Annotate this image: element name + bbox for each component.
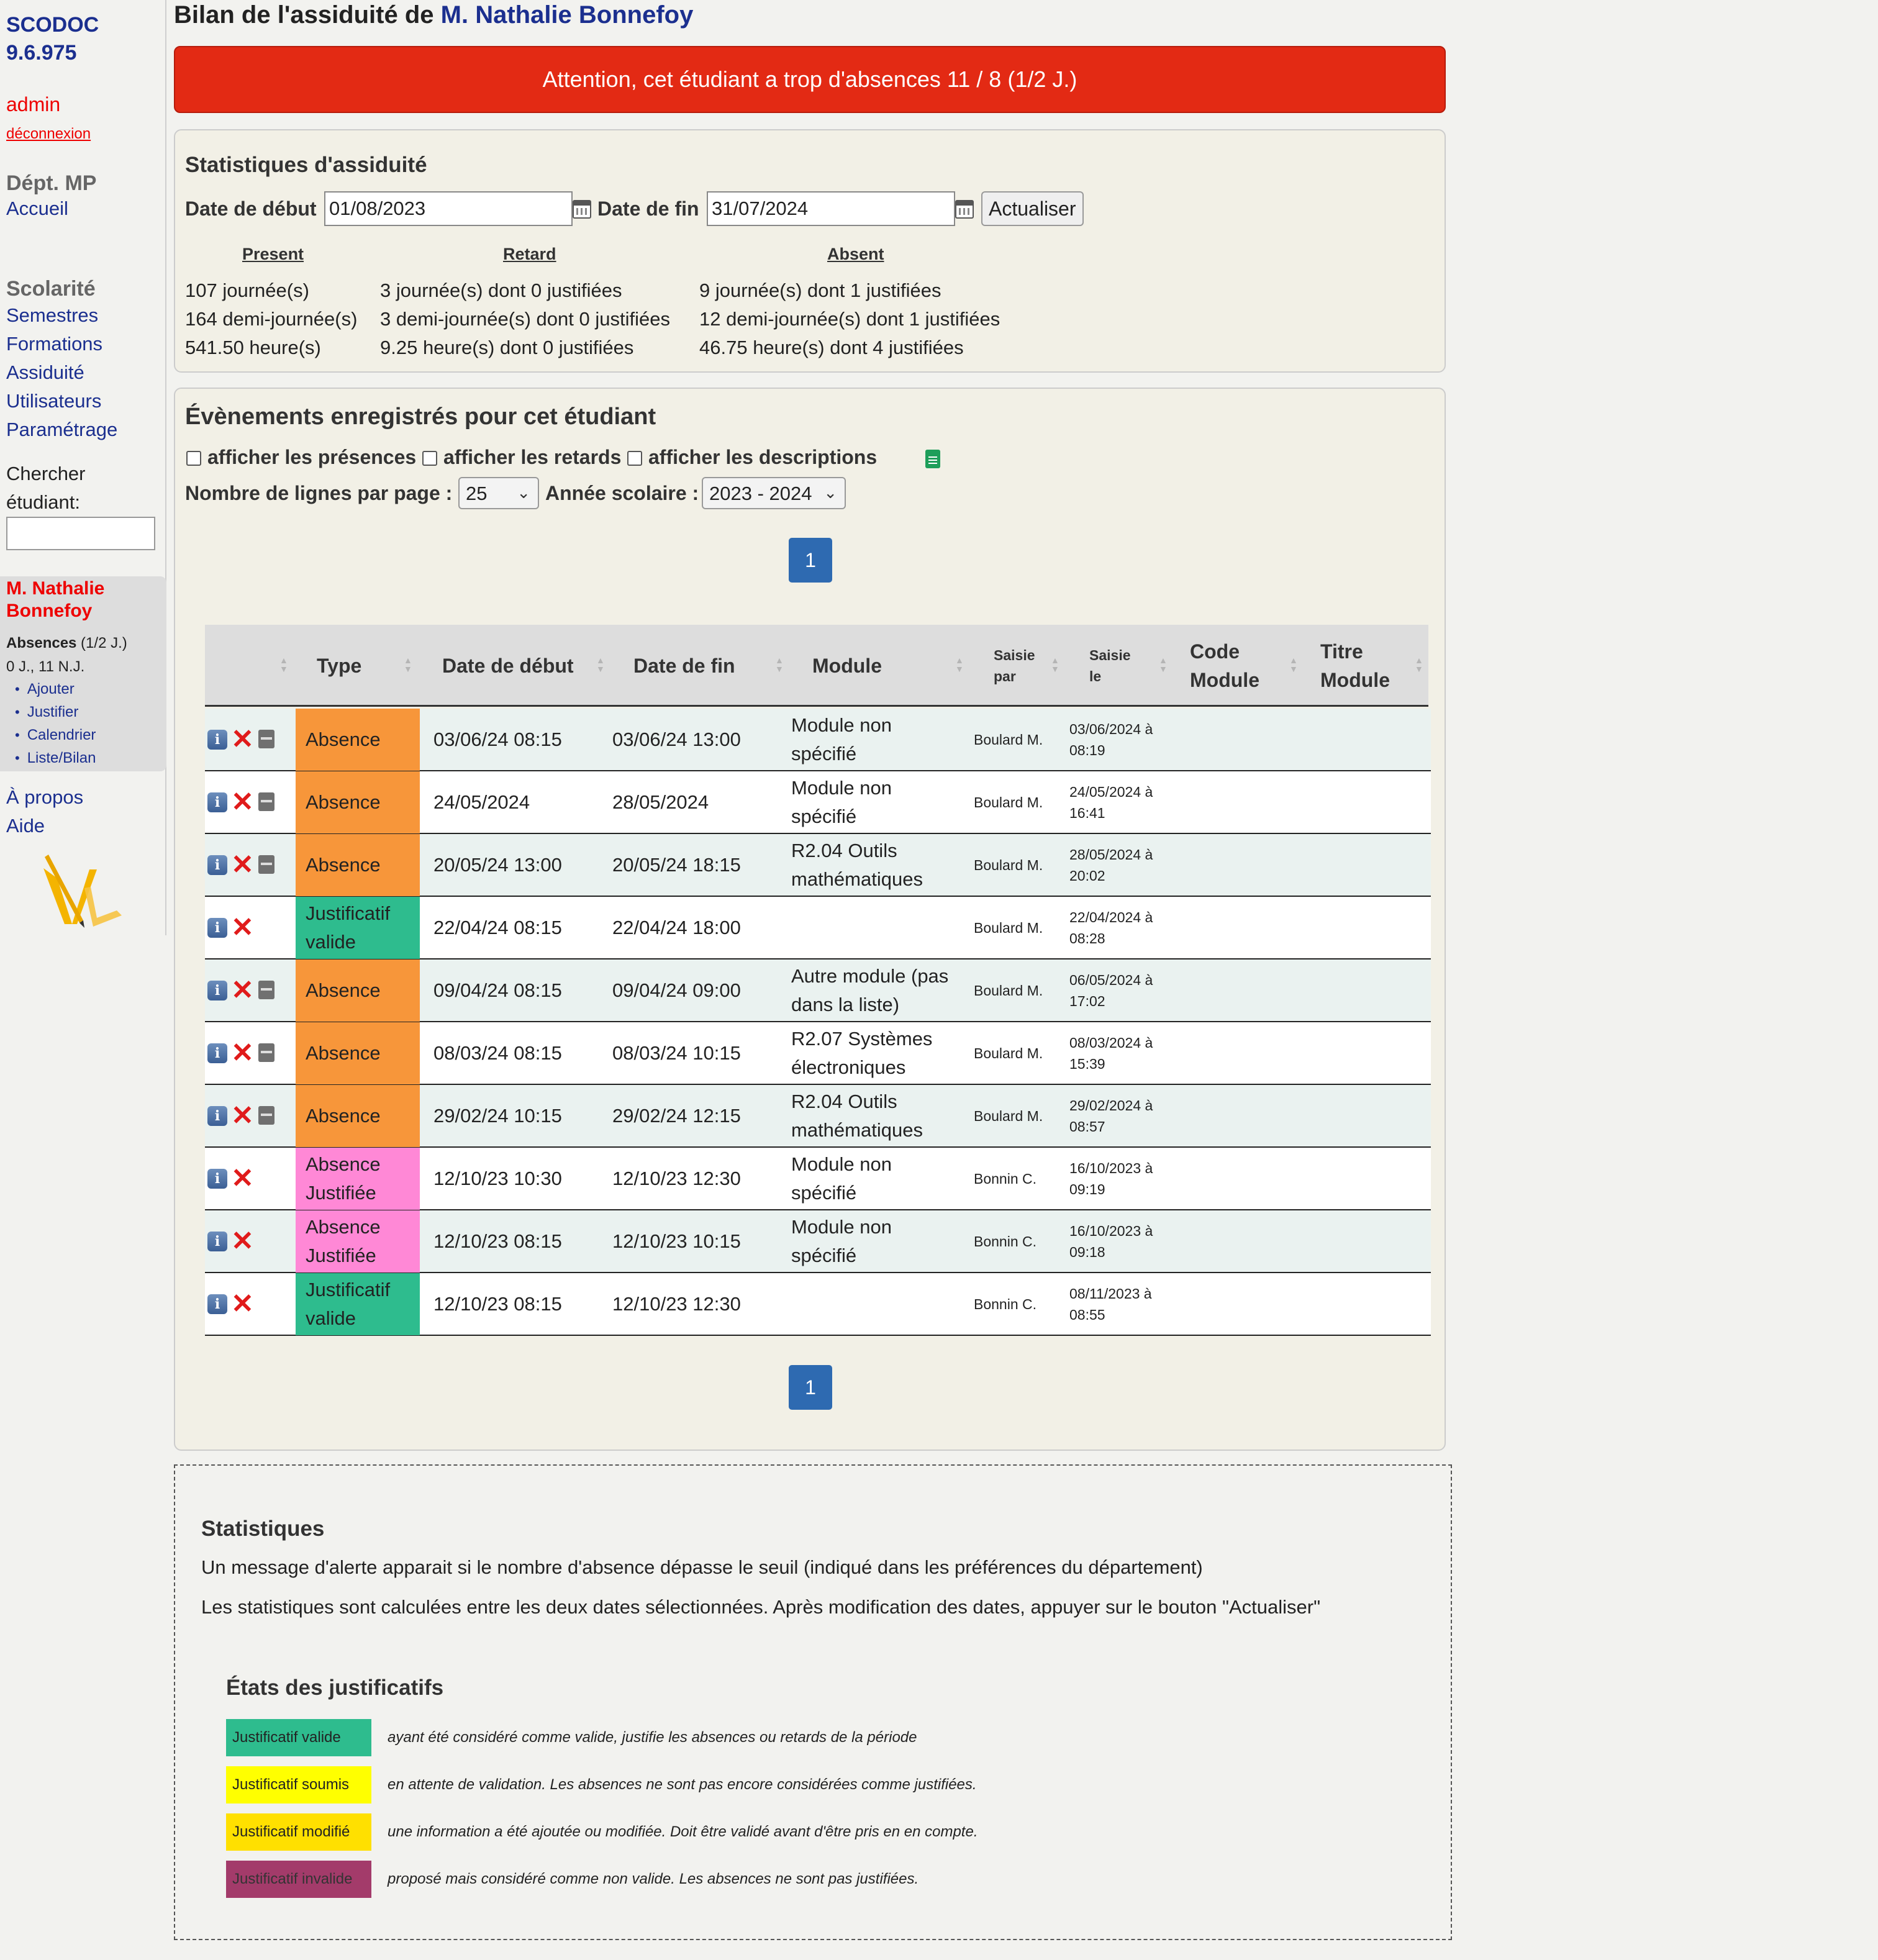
stat-retard-halfdays: 3 demi-journée(s) dont 0 justifiées: [380, 308, 670, 330]
cell-start: 09/04/24 08:15: [433, 979, 562, 1001]
school-year-select[interactable]: [702, 477, 846, 509]
archive-icon[interactable]: [258, 981, 274, 999]
cell-saisie-par: Boulard M.: [974, 731, 1043, 748]
col-saisie-par[interactable]: [994, 625, 1035, 707]
table-row: [205, 960, 1431, 1022]
show-retards-checkbox[interactable]: [422, 451, 437, 466]
page-title-prefix: Bilan de l'assiduité de: [174, 1, 441, 29]
cell-saisie-le: [1069, 1273, 1152, 1335]
cell-type: [296, 771, 420, 833]
cell-type-text: Justificatif: [306, 902, 391, 924]
legend-title: États des justificatifs: [226, 1676, 444, 1700]
scodoc-logo: [40, 851, 127, 938]
legend-desc-valide: ayant été considéré comme valide, justifie les absences ou retards de la période: [388, 1729, 917, 1746]
cell-end: 12/10/23 12:30: [612, 1168, 741, 1189]
show-descriptions-label: afficher les descriptions: [648, 446, 878, 468]
cell-saisie-le-2: 08:19: [1069, 742, 1105, 758]
spreadsheet-export-icon[interactable]: [925, 450, 940, 468]
info-icon[interactable]: i: [207, 1294, 227, 1314]
cell-module: [791, 1022, 978, 1084]
stat-present-hours: 541.50 heure(s): [185, 337, 321, 358]
cell-saisie-le-2: 08:55: [1069, 1307, 1105, 1323]
info-icon[interactable]: i: [207, 855, 227, 875]
stat-head-retard: Retard: [503, 245, 556, 263]
sort-icon[interactable]: ▲ ▼: [596, 655, 605, 674]
cell-module-2: dans la liste): [791, 994, 900, 1015]
col-titre-module[interactable]: [1320, 625, 1390, 707]
cell-module-2: mathématiques: [791, 868, 923, 890]
cell-saisie-le: [1069, 1022, 1153, 1084]
cell-type: [296, 709, 420, 771]
nav-home[interactable]: Accueil: [6, 197, 68, 219]
refresh-button[interactable]: Actualiser: [981, 191, 1084, 226]
delete-icon[interactable]: ✕: [231, 1226, 254, 1256]
start-date-label: Date de début: [185, 197, 317, 220]
app-name-link[interactable]: SCODOC: [6, 13, 99, 37]
cell-module-1: Module non: [791, 1153, 892, 1175]
cell-saisie-le: [1069, 1148, 1153, 1210]
cell-saisie-le-1: 08/03/2024 à: [1069, 1035, 1153, 1051]
delete-icon[interactable]: ✕: [231, 1100, 254, 1131]
student-name-link[interactable]: M. Nathalie Bonnefoy: [6, 578, 105, 621]
cell-saisie-le-1: 29/02/2024 à: [1069, 1097, 1153, 1114]
cell-saisie-par: Boulard M.: [974, 982, 1043, 999]
show-presences-checkbox[interactable]: [186, 451, 201, 466]
cell-saisie-par: Boulard M.: [974, 856, 1043, 873]
cell-saisie-le-2: 15:39: [1069, 1056, 1105, 1072]
col-saisie-par-2: par: [994, 668, 1016, 684]
dept-title: Dépt. MP: [6, 171, 97, 195]
delete-icon[interactable]: ✕: [231, 850, 254, 880]
student-search-input[interactable]: [6, 517, 155, 550]
cell-type: [296, 1273, 420, 1335]
info-icon[interactable]: i: [207, 1232, 227, 1251]
cell-saisie-le-1: 16/10/2023 à: [1069, 1160, 1153, 1176]
start-date-input[interactable]: [324, 191, 573, 226]
nav-assiduite[interactable]: Assiduité: [6, 361, 84, 383]
legend-desc-soumis: en attente de validation. Les absences ne sont pas encore considérées comme justifiées.: [388, 1776, 977, 1793]
archive-icon[interactable]: [258, 792, 274, 811]
archive-icon[interactable]: [258, 730, 274, 748]
cell-module: [791, 834, 978, 896]
cell-end: 20/05/24 18:15: [612, 854, 741, 876]
cell-start: 12/10/23 08:15: [433, 1230, 562, 1252]
cell-type-text: Absence: [306, 1153, 381, 1175]
cell-saisie-par: Bonnin C.: [974, 1170, 1037, 1187]
cell-saisie-par: Boulard M.: [974, 1045, 1043, 1061]
link-justifier[interactable]: • Justifier: [15, 704, 78, 721]
sort-icon[interactable]: ▲ ▼: [1159, 655, 1168, 674]
table-row: [205, 771, 1431, 834]
help-title: Statistiques: [201, 1517, 325, 1541]
cell-type-text: Absence: [306, 791, 381, 813]
rows-per-page-select[interactable]: [458, 477, 539, 509]
pagination-top-page[interactable]: 1: [789, 538, 832, 583]
col-start[interactable]: Date de début: [442, 654, 574, 677]
events-title: Évènements enregistrés pour cet étudiant: [185, 404, 656, 430]
table-row: [205, 1148, 1431, 1210]
cell-saisie-par: Boulard M.: [974, 794, 1043, 810]
cell-module-2: spécifié: [791, 1182, 857, 1204]
cell-start: 12/10/23 10:30: [433, 1168, 562, 1189]
cell-type: [296, 1210, 420, 1273]
show-descriptions-checkbox[interactable]: [627, 451, 642, 466]
cell-saisie-le-2: 09:19: [1069, 1181, 1105, 1197]
stat-absent-hours: 46.75 heure(s) dont 4 justifiées: [699, 337, 964, 358]
end-date-label: Date de fin: [597, 197, 699, 220]
page-title-student[interactable]: M. Nathalie Bonnefoy: [440, 1, 694, 29]
sort-icon[interactable]: ▲ ▼: [1289, 655, 1298, 674]
pagination-bottom-page[interactable]: 1: [789, 1365, 832, 1410]
legend-tag-valide: Justificatif valide: [226, 1719, 371, 1756]
info-icon[interactable]: i: [207, 730, 227, 750]
delete-icon[interactable]: ✕: [231, 1038, 254, 1068]
nav-help[interactable]: Aide: [6, 815, 45, 837]
stats-panel: [174, 129, 1446, 373]
legend-tag-soumis: Justificatif soumis: [226, 1766, 371, 1803]
info-icon[interactable]: i: [207, 918, 227, 938]
archive-icon[interactable]: [258, 1043, 274, 1062]
cell-module: [791, 1085, 978, 1147]
table-row: [205, 1022, 1431, 1085]
absences-unit: (1/2 J.): [76, 635, 127, 651]
start-calendar-icon[interactable]: [573, 200, 591, 219]
cell-type: [296, 1148, 420, 1210]
col-module[interactable]: Module: [812, 654, 882, 677]
nav-parametrage[interactable]: Paramétrage: [6, 419, 118, 440]
cell-start: 20/05/24 13:00: [433, 854, 562, 876]
col-saisie-le-2: le: [1089, 668, 1102, 684]
absences-label: Absences: [6, 635, 77, 651]
nav-utilisateurs[interactable]: Utilisateurs: [6, 390, 102, 412]
stat-present-days: 107 journée(s): [185, 279, 309, 301]
stat-retard-hours: 9.25 heure(s) dont 0 justifiées: [380, 337, 634, 358]
cell-module-1: Autre module (pas: [791, 965, 949, 987]
delete-icon[interactable]: ✕: [231, 912, 254, 943]
delete-icon[interactable]: ✕: [231, 1289, 254, 1319]
chevron-down-icon: ⌄: [517, 483, 530, 502]
legend-tag-modifie: Justificatif modifié: [226, 1813, 371, 1851]
cell-saisie-le-2: 09:18: [1069, 1244, 1105, 1260]
table-row: [205, 897, 1431, 960]
col-saisie-le-1: Saisie: [1089, 647, 1131, 663]
cell-start: 03/06/24 08:15: [433, 728, 562, 750]
show-retards-label: afficher les retards: [443, 446, 622, 468]
stat-present-halfdays: 164 demi-journée(s): [185, 308, 358, 330]
cell-type-text-2: Justifiée: [306, 1182, 376, 1204]
cell-module: [791, 771, 978, 833]
stats-title: Statistiques d'assiduité: [185, 153, 427, 177]
col-saisie-le[interactable]: [1089, 625, 1131, 707]
nav-semestres[interactable]: Semestres: [6, 304, 99, 326]
chevron-down-icon: ⌄: [823, 483, 837, 502]
cell-module: [791, 960, 978, 1022]
cell-saisie-le-1: 08/11/2023 à: [1069, 1286, 1152, 1302]
stat-retard-days: 3 journée(s) dont 0 justifiées: [380, 279, 622, 301]
col-code-module[interactable]: [1190, 625, 1259, 707]
table-row: [205, 834, 1431, 897]
cell-end: 09/04/24 09:00: [612, 979, 741, 1001]
table-row: [205, 1273, 1431, 1336]
cell-type-text-2: valide: [306, 1307, 356, 1329]
cell-end: 22/04/24 18:00: [612, 917, 741, 938]
cell-saisie-le: [1069, 709, 1153, 771]
cell-start: 08/03/24 08:15: [433, 1042, 562, 1064]
app-version-link[interactable]: 9.6.975: [6, 41, 77, 65]
link-ajouter[interactable]: • Ajouter: [15, 681, 75, 698]
col-end[interactable]: Date de fin: [633, 654, 735, 677]
link-liste-bilan[interactable]: • Liste/Bilan: [15, 750, 96, 767]
stat-absent-days: 9 journée(s) dont 1 justifiées: [699, 279, 941, 301]
cell-type-text-2: Justifiée: [306, 1245, 376, 1266]
cell-module-2: spécifié: [791, 1245, 857, 1266]
cell-saisie-le-1: 16/10/2023 à: [1069, 1223, 1153, 1239]
delete-icon[interactable]: ✕: [231, 724, 254, 755]
table-row: [205, 1085, 1431, 1148]
cell-end: 12/10/23 10:15: [612, 1230, 741, 1252]
user-link[interactable]: admin: [6, 93, 61, 116]
sort-icon[interactable]: ▲ ▼: [279, 655, 288, 674]
cell-saisie-le: [1069, 960, 1153, 1022]
cell-saisie-par: Boulard M.: [974, 919, 1043, 936]
archive-icon[interactable]: [258, 1106, 274, 1125]
cell-start: 24/05/2024: [433, 791, 530, 813]
school-year-label: Année scolaire :: [545, 482, 699, 504]
cell-type: [296, 834, 420, 896]
col-code-module-1: Code: [1190, 640, 1240, 663]
cell-start: 22/04/24 08:15: [433, 917, 562, 938]
absence-alert: Attention, cet étudiant a trop d'absences 11 / 8 (1/2 J.): [174, 46, 1446, 113]
absences-line: [6, 635, 127, 652]
table-row: [205, 709, 1431, 771]
cell-end: 29/02/24 12:15: [612, 1105, 741, 1127]
end-calendar-icon[interactable]: [955, 200, 974, 219]
school-year-value: 2023 - 2024: [709, 483, 812, 504]
absences-count: 0 J., 11 N.J.: [6, 658, 85, 675]
sort-icon[interactable]: ▲ ▼: [1415, 655, 1423, 674]
sort-icon[interactable]: ▲ ▼: [775, 655, 784, 674]
sidebar: [0, 0, 166, 935]
nav-about[interactable]: À propos: [6, 786, 84, 808]
table-row: [205, 1210, 1431, 1273]
nav-formations[interactable]: Formations: [6, 333, 103, 355]
cell-saisie-le-1: 06/05/2024 à: [1069, 972, 1153, 988]
cell-saisie-le: [1069, 1085, 1153, 1147]
cell-saisie-le-1: 22/04/2024 à: [1069, 909, 1153, 925]
delete-icon[interactable]: ✕: [231, 1163, 254, 1194]
cell-saisie-le-2: 08:57: [1069, 1118, 1105, 1135]
cell-start: 29/02/24 10:15: [433, 1105, 562, 1127]
cell-saisie-le: [1069, 771, 1153, 833]
cell-module: [791, 709, 978, 771]
cell-module-1: Module non: [791, 777, 892, 799]
sort-icon[interactable]: ▲ ▼: [955, 655, 964, 674]
cell-saisie-par: Bonnin C.: [974, 1233, 1037, 1250]
scolarite-title: Scolarité: [6, 277, 96, 301]
help-line-1: Un message d'alerte apparait si le nombre d'absence dépasse le seuil (indiqué dans les préférences du département): [201, 1556, 1203, 1578]
rows-per-page-label: Nombre de lignes par page :: [185, 482, 453, 504]
cell-module-1: R2.07 Systèmes: [791, 1028, 933, 1050]
cell-end: 08/03/24 10:15: [612, 1042, 741, 1064]
archive-icon[interactable]: [258, 855, 274, 874]
col-titre-module-2: Module: [1320, 669, 1390, 691]
info-icon[interactable]: i: [207, 792, 227, 812]
cell-type: [296, 960, 420, 1022]
cell-module-2: spécifié: [791, 805, 857, 827]
cell-saisie-le-1: 28/05/2024 à: [1069, 846, 1153, 863]
cell-saisie-le: [1069, 897, 1153, 959]
info-icon[interactable]: i: [207, 1169, 227, 1189]
cell-type-text: Absence: [306, 1042, 381, 1064]
cell-module: [791, 1210, 978, 1273]
cell-saisie-le-1: 03/06/2024 à: [1069, 721, 1153, 737]
cell-end: 12/10/23 12:30: [612, 1293, 741, 1315]
end-date-input[interactable]: [707, 191, 955, 226]
cell-module-2: spécifié: [791, 743, 857, 764]
cell-type: [296, 1085, 420, 1147]
cell-saisie-le: [1069, 834, 1153, 896]
cell-type-text: Absence: [306, 1105, 381, 1127]
cell-type-text: Absence: [306, 728, 381, 750]
cell-type-text: Absence: [306, 1216, 381, 1238]
cell-saisie-par: Bonnin C.: [974, 1295, 1037, 1312]
legend-tag-invalide: Justificatif invalide: [226, 1861, 371, 1898]
cell-end: 28/05/2024: [612, 791, 709, 813]
cell-type-text-2: valide: [306, 931, 356, 953]
stat-head-absent: Absent: [827, 245, 884, 263]
cell-module-1: Module non: [791, 1216, 892, 1238]
info-icon[interactable]: i: [207, 1106, 227, 1126]
cell-saisie-le-2: 17:02: [1069, 993, 1105, 1009]
cell-type-text: Justificatif: [306, 1279, 391, 1300]
page-title: [174, 1, 693, 29]
col-code-module-2: Module: [1190, 669, 1259, 691]
sort-icon[interactable]: ▲ ▼: [1051, 655, 1059, 674]
cell-saisie-par: Boulard M.: [974, 1107, 1043, 1124]
cell-start: 12/10/23 08:15: [433, 1293, 562, 1315]
cell-module-1: Module non: [791, 714, 892, 736]
rows-per-page-value: 25: [466, 483, 488, 504]
sort-icon[interactable]: ▲ ▼: [404, 655, 412, 674]
cell-saisie-le-1: 24/05/2024 à: [1069, 784, 1153, 800]
delete-icon[interactable]: ✕: [231, 975, 254, 1005]
cell-type: [296, 897, 420, 959]
cell-saisie-le-2: 08:28: [1069, 930, 1105, 946]
cell-module-2: mathématiques: [791, 1119, 923, 1141]
info-icon[interactable]: i: [207, 1043, 227, 1063]
link-calendrier[interactable]: • Calendrier: [15, 727, 96, 744]
cell-module-2: électroniques: [791, 1056, 906, 1078]
col-titre-module-1: Titre: [1320, 640, 1363, 663]
cell-module: [791, 1148, 978, 1210]
legend-desc-modifie: une information a été ajoutée ou modifiée. Doit être validé avant d'être pris en en compte.: [388, 1823, 978, 1840]
cell-saisie-le-2: 16:41: [1069, 805, 1105, 821]
help-line-2: Les statistiques sont calculées entre les deux dates sélectionnées. Après modification des dates, appuyer sur le bouton "Actualiser": [201, 1596, 1321, 1618]
cell-end: 03/06/24 13:00: [612, 728, 741, 750]
cell-module-1: R2.04 Outils: [791, 1091, 897, 1112]
logout-link[interactable]: déconnexion: [6, 125, 91, 142]
cell-type: [296, 1022, 420, 1084]
col-type[interactable]: Type: [317, 654, 362, 677]
cell-saisie-le-2: 20:02: [1069, 868, 1105, 884]
cell-type-text: Absence: [306, 979, 381, 1001]
col-saisie-par-1: Saisie: [994, 647, 1035, 663]
stat-head-present: Present: [242, 245, 304, 263]
cell-module-1: R2.04 Outils: [791, 840, 897, 861]
show-presences-label: afficher les présences: [207, 446, 417, 468]
delete-icon[interactable]: ✕: [231, 787, 254, 817]
info-icon[interactable]: i: [207, 981, 227, 1000]
search-label: Chercher étudiant:: [6, 463, 86, 513]
legend-desc-invalide: proposé mais considéré comme non valide. Les absences ne sont pas justifiées.: [388, 1871, 919, 1887]
help-box: [174, 1464, 1452, 1940]
table-header: [205, 625, 1428, 707]
stat-absent-halfdays: 12 demi-journée(s) dont 1 justifiées: [699, 308, 1000, 330]
cell-type-text: Absence: [306, 854, 381, 876]
cell-saisie-le: [1069, 1210, 1153, 1273]
